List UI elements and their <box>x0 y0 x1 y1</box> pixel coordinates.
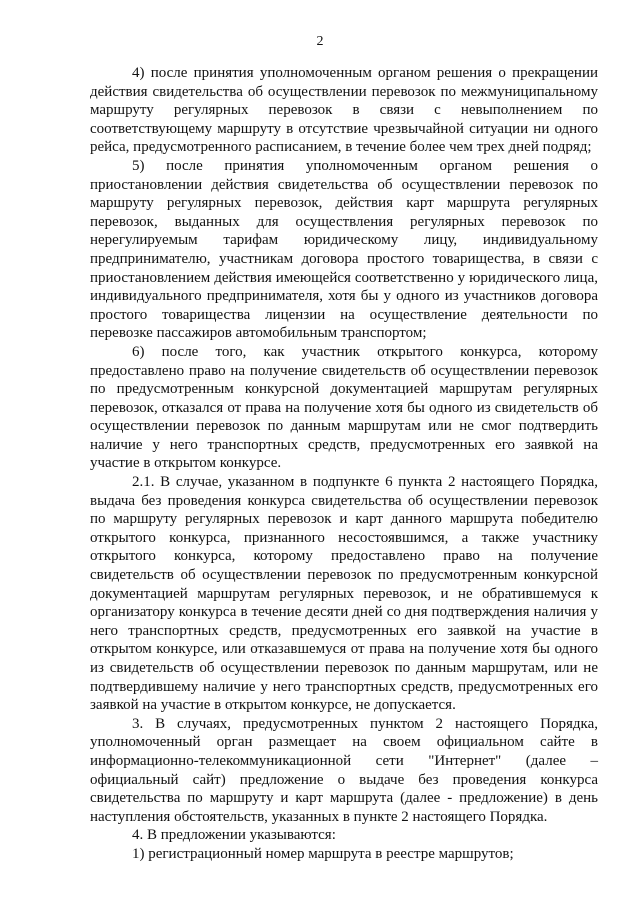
paragraph-4: 4. В предложении указываются: <box>132 827 336 844</box>
paragraph-4-item-1: 1) регистрационный номер маршрута в реестре маршрутов; <box>132 845 514 862</box>
paragraph-item-6: 6) после того, как участник открытого конкурса, которому предоставлено право на получение свидетельств об осуществлении перевозок по предусмотренным конкурсной документацией маршрутам регулярных перевозок, отказался от права на получение хотя бы одного из свидетельств об осуществлении перевозок по данным маршрутам или не смог подтвердить наличие у него транспортных средств, предусмотренных его заявкой на участие в открытом конкурсе. <box>90 343 598 472</box>
page-number: 2 <box>316 34 324 49</box>
document-body <box>90 64 598 864</box>
paragraph-3: 3. В случаях, предусмотренных пунктом 2 настоящего Порядка, уполномоченный орган размещает на своем официальном сайте в информационно-телекоммуникационной сети "Интернет" (далее – официальный сайт) предложение о выдаче без проведения конкурса свидетельства по маршруту и карт маршрута (далее - предложение) в день наступления обстоятельств, указанных в пункте 2 настоящего Порядка. <box>90 715 598 825</box>
paragraph-item-4: 4) после принятия уполномоченным органом решения о прекращении действия свидетельства об осуществлении перевозок по межмуниципальному маршруту регулярных перевозок в связи с невыполнением по соответствующему маршруту в отсутствие чрезвычайной ситуации ни одного рейса, предусмотренного расписанием, в течение более чем трех дней подряд; <box>90 65 598 156</box>
paragraph-item-5: 5) после принятия уполномоченным органом решения о приостановлении действия свидетельства об осуществлении перевозок по маршруту регулярных перевозок, действия карт маршрута регулярных перевозок, выданных для осуществления регулярных перевозок по нерегулируемым тарифам юридическому лицу, индивидуальному предпринимателю, участникам договора простого товарищества, в связи с приостановлением действия имеющейся соответственно у юридического лица, индивидуального предпринимателя, хотя бы у одного из участников договора простого товарищества лицензии на осуществление деятельности по перевозке пассажиров автомобильным транспортом; <box>90 157 598 342</box>
paragraph-2-1: 2.1. В случае, указанном в подпункте 6 пункта 2 настоящего Порядка, выдача без проведения конкурса свидетельства об осуществлении перевозок по маршруту регулярных перевозок и карт данного маршрута победителю открытого конкурса, признанного несостоявшимся, а также участнику открытого конкурса, которому предоставлено право на получение свидетельств об осуществлении перевозок по предусмотренным конкурсной документацией маршрутам регулярных перевозок, и не обратившемуся к организатору конкурса в течение десяти дней со дня подтверждения наличия у него транспортных средств, предусмотренных его заявкой на участие в открытом конкурсе, или отказавшемуся от права на получение хотя бы одного из свидетельств об осуществлении перевозок по данным маршрутам, или не подтвердившему наличие у него транспортных средств, предусмотренных его заявкой на участие в открытом конкурсе, не допускается. <box>90 474 598 714</box>
